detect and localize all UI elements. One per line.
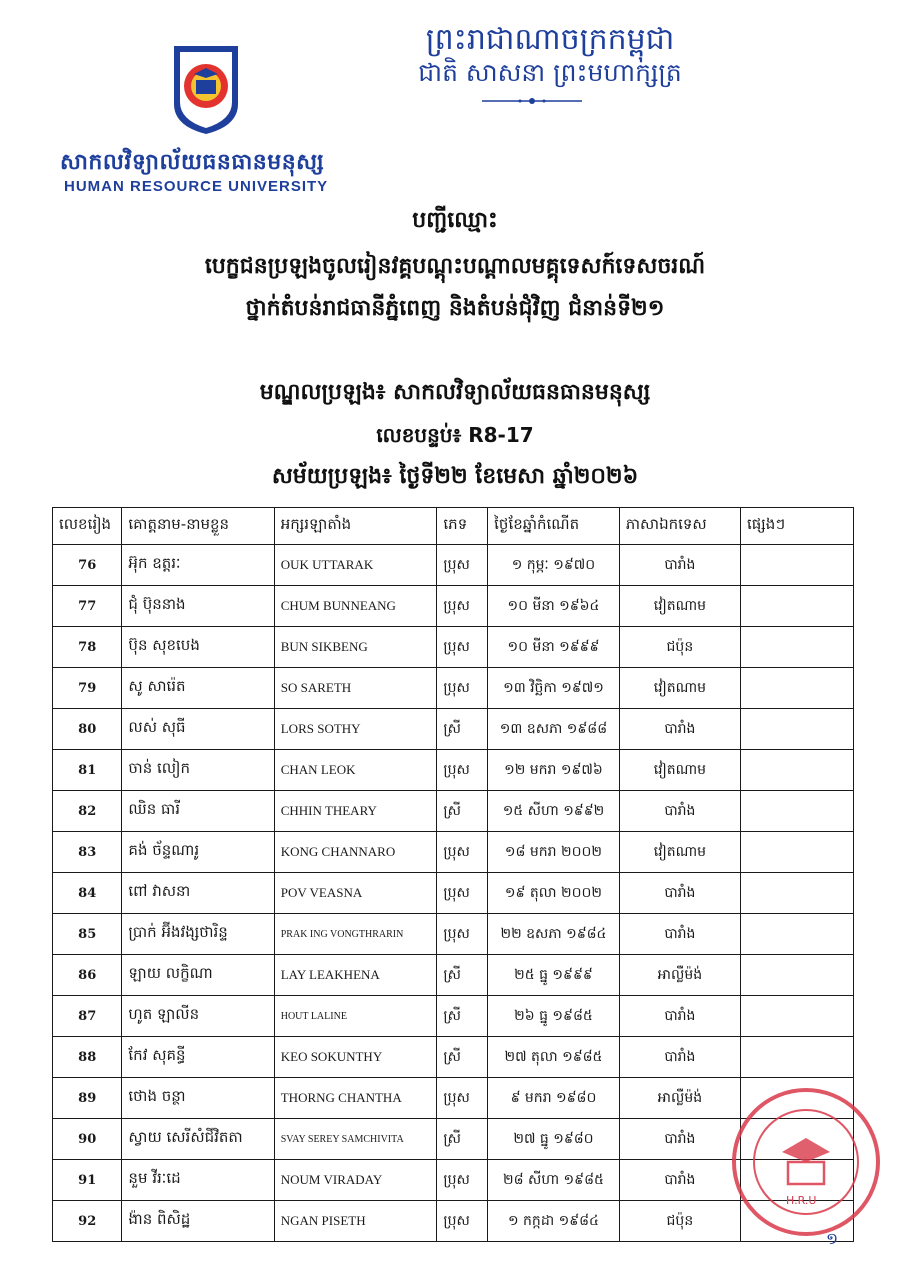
date-of-birth-cell: ១ កក្កដា ១៩៨៤ bbox=[488, 1201, 620, 1242]
khmer-name-cell: កែវ សុគន្ធី bbox=[122, 1037, 274, 1078]
date-of-birth-cell: ១០ មីនា ១៩៩៩ bbox=[488, 627, 620, 668]
date-of-birth-cell: ១៨ មករា ២០០២ bbox=[488, 832, 620, 873]
row-number-cell: 82 bbox=[53, 791, 122, 832]
language-cell: បារាំង bbox=[619, 873, 740, 914]
latin-name-cell: HOUT LALINE bbox=[274, 996, 437, 1037]
header-other: ផ្សេងៗ bbox=[741, 508, 854, 545]
row-number-cell: 85 bbox=[53, 914, 122, 955]
language-cell: វៀតណាម bbox=[619, 586, 740, 627]
language-cell: បារាំង bbox=[619, 914, 740, 955]
khmer-name-cell: គង់ ច័ន្ទណារូ bbox=[122, 832, 274, 873]
table-row bbox=[53, 832, 854, 873]
latin-name-cell: KEO SOKUNTHY bbox=[274, 1037, 437, 1078]
latin-name-cell: BUN SIKBENG bbox=[274, 627, 437, 668]
row-number-cell: 92 bbox=[53, 1201, 122, 1242]
khmer-name-cell: ប៊ុន សុខបេង bbox=[122, 627, 274, 668]
table-row bbox=[53, 709, 854, 750]
sex-cell: ស្រី bbox=[437, 955, 488, 996]
sex-cell: ប្រុស bbox=[437, 1201, 488, 1242]
sex-cell: ស្រី bbox=[437, 996, 488, 1037]
language-cell: បារាំង bbox=[619, 1160, 740, 1201]
latin-name-cell: POV VEASNA bbox=[274, 873, 437, 914]
date-of-birth-cell: ២២ ឧសភា ១៩៨៤ bbox=[488, 914, 620, 955]
other-cell bbox=[741, 873, 854, 914]
date-of-birth-cell: ១៣ វិច្ឆិកា ១៩៧១ bbox=[488, 668, 620, 709]
khmer-name-cell: ថោង ចន្ថា bbox=[122, 1078, 274, 1119]
date-of-birth-cell: ២៧ ធ្នូ ១៩៨០ bbox=[488, 1119, 620, 1160]
header-latin-name: អក្សរឡាតាំង bbox=[274, 508, 437, 545]
other-cell bbox=[741, 545, 854, 586]
latin-name-cell: CHHIN THEARY bbox=[274, 791, 437, 832]
khmer-name-cell: ស្វាយ សេរីសំជីវិតតា bbox=[122, 1119, 274, 1160]
other-cell bbox=[741, 955, 854, 996]
khmer-name-cell: អ៊ុក ឧត្តរៈ bbox=[122, 545, 274, 586]
table-row bbox=[53, 1037, 854, 1078]
sex-cell: ប្រុស bbox=[437, 627, 488, 668]
row-number-cell: 84 bbox=[53, 873, 122, 914]
sex-cell: ប្រុស bbox=[437, 1160, 488, 1201]
sex-cell: ប្រុស bbox=[437, 750, 488, 791]
official-seal-icon bbox=[726, 1082, 886, 1242]
other-cell bbox=[741, 750, 854, 791]
date-of-birth-cell: ១៩ តុលា ២០០២ bbox=[488, 873, 620, 914]
khmer-name-cell: លស់ សុធី bbox=[122, 709, 274, 750]
row-number-cell: 83 bbox=[53, 832, 122, 873]
sex-cell: ស្រី bbox=[437, 791, 488, 832]
language-cell: បារាំង bbox=[619, 1037, 740, 1078]
page-number: ១ bbox=[826, 1229, 839, 1248]
date-of-birth-cell: ១៣ ឧសភា ១៩៨៨ bbox=[488, 709, 620, 750]
exam-center: មណ្ឌលប្រឡង៖ សាកលវិទ្យាល័យធនធានមនុស្ស bbox=[259, 380, 651, 405]
date-of-birth-cell: ១៥ សីហា ១៩៩២ bbox=[488, 791, 620, 832]
other-cell bbox=[741, 996, 854, 1037]
sex-cell: ស្រី bbox=[437, 1119, 488, 1160]
date-of-birth-cell: ១២ មករា ១៩៧៦ bbox=[488, 750, 620, 791]
khmer-name-cell: នួម វីរៈដេ bbox=[122, 1160, 274, 1201]
khmer-name-cell: ប្រាក់ អ៊ីងវង្សថារិន្ទ bbox=[122, 914, 274, 955]
header-sex: ភេទ bbox=[437, 508, 488, 545]
language-cell: វៀតណាម bbox=[619, 750, 740, 791]
table-row bbox=[53, 586, 854, 627]
sex-cell: ប្រុស bbox=[437, 1078, 488, 1119]
sex-cell: ប្រុស bbox=[437, 832, 488, 873]
row-number-cell: 76 bbox=[53, 545, 122, 586]
sex-cell: ប្រុស bbox=[437, 914, 488, 955]
decorative-divider-icon bbox=[482, 96, 582, 106]
row-number-cell: 88 bbox=[53, 1037, 122, 1078]
other-cell bbox=[741, 586, 854, 627]
language-cell: ជប៉ុន bbox=[619, 1201, 740, 1242]
khmer-name-cell: ចាន់ លៀក bbox=[122, 750, 274, 791]
date-of-birth-cell: ២៨ សីហា ១៩៨៥ bbox=[488, 1160, 620, 1201]
row-number-cell: 91 bbox=[53, 1160, 122, 1201]
language-cell: បារាំង bbox=[619, 709, 740, 750]
language-cell: ជប៉ុន bbox=[619, 627, 740, 668]
table-row bbox=[53, 873, 854, 914]
other-cell bbox=[741, 791, 854, 832]
sex-cell: ប្រុស bbox=[437, 586, 488, 627]
sex-cell: ស្រី bbox=[437, 709, 488, 750]
university-crest-icon bbox=[172, 44, 240, 136]
latin-name-cell: CHAN LEOK bbox=[274, 750, 437, 791]
row-number-cell: 86 bbox=[53, 955, 122, 996]
language-cell: បារាំង bbox=[619, 1119, 740, 1160]
khmer-name-cell: ង៉ាន ពិសិដ្ឋ bbox=[122, 1201, 274, 1242]
row-number-cell: 81 bbox=[53, 750, 122, 791]
seal-text: H.R.U bbox=[786, 1194, 817, 1207]
language-cell: អាល្លឺម៉ង់ bbox=[619, 955, 740, 996]
khmer-name-cell: ជុំ ប៊ុននាង bbox=[122, 586, 274, 627]
sex-cell: ប្រុស bbox=[437, 545, 488, 586]
other-cell bbox=[741, 1037, 854, 1078]
other-cell bbox=[741, 709, 854, 750]
date-of-birth-cell: ២៧ តុលា ១៩៨៥ bbox=[488, 1037, 620, 1078]
table-row bbox=[53, 914, 854, 955]
khmer-name-cell: សូ សារ៉េត bbox=[122, 668, 274, 709]
national-motto: ជាតិ សាសនា ព្រះមហាក្សត្រ bbox=[418, 58, 682, 87]
other-cell bbox=[741, 627, 854, 668]
row-number-cell: 89 bbox=[53, 1078, 122, 1119]
language-cell: បារាំង bbox=[619, 996, 740, 1037]
sex-cell: ស្រី bbox=[437, 1037, 488, 1078]
table-row bbox=[53, 545, 854, 586]
other-cell bbox=[741, 668, 854, 709]
khmer-name-cell: ឈិន ធារី bbox=[122, 791, 274, 832]
khmer-name-cell: ពៅ វាសនា bbox=[122, 873, 274, 914]
header-language: ភាសាឯកទេស bbox=[619, 508, 740, 545]
date-of-birth-cell: ២៥ ធ្នូ ១៩៩៩ bbox=[488, 955, 620, 996]
latin-name-cell: LORS SOTHY bbox=[274, 709, 437, 750]
date-of-birth-cell: ២៦ ធ្នូ ១៩៨៥ bbox=[488, 996, 620, 1037]
date-of-birth-cell: ៩ មករា ១៩៨០ bbox=[488, 1078, 620, 1119]
latin-name-cell: THORNG CHANTHA bbox=[274, 1078, 437, 1119]
sex-cell: ប្រុស bbox=[437, 668, 488, 709]
latin-name-cell: OUK UTTARAK bbox=[274, 545, 437, 586]
khmer-name-cell: ឡាយ លក្ខិណា bbox=[122, 955, 274, 996]
latin-name-cell: CHUM BUNNEANG bbox=[274, 586, 437, 627]
language-cell: បារាំង bbox=[619, 545, 740, 586]
table-header-row bbox=[53, 508, 854, 545]
row-number-cell: 80 bbox=[53, 709, 122, 750]
room-number: លេខបន្ទប់៖ R8-17 bbox=[376, 423, 534, 447]
other-cell bbox=[741, 832, 854, 873]
latin-name-cell: KONG CHANNARO bbox=[274, 832, 437, 873]
table-row bbox=[53, 791, 854, 832]
row-number-cell: 77 bbox=[53, 586, 122, 627]
table-row bbox=[53, 955, 854, 996]
table-row bbox=[53, 996, 854, 1037]
language-cell: បារាំង bbox=[619, 791, 740, 832]
latin-name-cell: PRAK ING VONGTHRARIN bbox=[274, 914, 437, 955]
document-subtitle: បេក្ខជនប្រឡងចូលរៀនវគ្គបណ្តុះបណ្តាលមគ្គុទេសក៍ទេសចរណ៍ bbox=[204, 254, 706, 279]
other-cell bbox=[741, 914, 854, 955]
document-title: បញ្ជីឈ្មោះ bbox=[412, 208, 498, 233]
latin-name-cell: NOUM VIRADAY bbox=[274, 1160, 437, 1201]
table-row bbox=[53, 627, 854, 668]
row-number-cell: 87 bbox=[53, 996, 122, 1037]
header-khmer-name: គោត្តនាម-នាមខ្លួន bbox=[122, 508, 274, 545]
header-dob: ថ្ងៃខែឆ្នាំកំណើត bbox=[488, 508, 620, 545]
latin-name-cell: NGAN PISETH bbox=[274, 1201, 437, 1242]
row-number-cell: 78 bbox=[53, 627, 122, 668]
language-cell: វៀតណាម bbox=[619, 668, 740, 709]
document-subtitle-2: ថ្នាក់តំបន់រាជធានីភ្នំពេញ និងតំបន់ជុំវិញ ជំនាន់ទី២១ bbox=[245, 296, 665, 321]
row-number-cell: 79 bbox=[53, 668, 122, 709]
table-row bbox=[53, 750, 854, 791]
khmer-name-cell: ហូត ឡាលីន bbox=[122, 996, 274, 1037]
kingdom-heading: ព្រះរាជាណាចក្រកម្ពុជា bbox=[425, 22, 675, 57]
language-cell: អាល្លឺម៉ង់ bbox=[619, 1078, 740, 1119]
latin-name-cell: SO SARETH bbox=[274, 668, 437, 709]
table-row bbox=[53, 668, 854, 709]
language-cell: វៀតណាម bbox=[619, 832, 740, 873]
university-name-kh: សាកលវិទ្យាល័យធនធានមនុស្ស bbox=[60, 150, 325, 175]
exam-date: សម័យប្រឡង៖ ថ្ងៃទី២២ ខែមេសា ឆ្នាំ២០២៦ bbox=[271, 464, 639, 489]
date-of-birth-cell: ១០ មីនា ១៩៦៤ bbox=[488, 586, 620, 627]
date-of-birth-cell: ១ កុម្ភៈ ១៩៧០ bbox=[488, 545, 620, 586]
row-number-cell: 90 bbox=[53, 1119, 122, 1160]
latin-name-cell: LAY LEAKHENA bbox=[274, 955, 437, 996]
latin-name-cell: SVAY SEREY SAMCHIVITA bbox=[274, 1119, 437, 1160]
university-name-en: HUMAN RESOURCE UNIVERSITY bbox=[64, 178, 329, 195]
header-number: លេខរៀង bbox=[53, 508, 122, 545]
sex-cell: ប្រុស bbox=[437, 873, 488, 914]
